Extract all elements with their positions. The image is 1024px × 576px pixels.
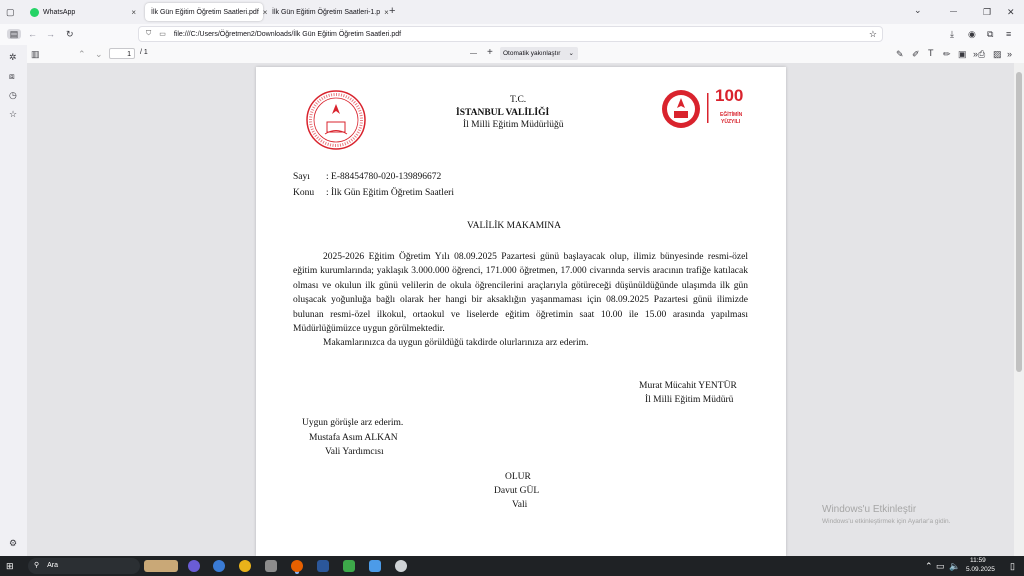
signer3-name: Davut GÜL xyxy=(494,486,540,496)
doc-org1: İSTANBUL VALİLİĞİ xyxy=(456,108,550,118)
account-icon[interactable]: ◉ xyxy=(968,29,976,39)
synced-tabs-icon[interactable]: ⧈ xyxy=(9,71,15,81)
tab-list-dropdown-icon[interactable]: ⌄ xyxy=(914,5,922,15)
minimize-button[interactable]: — xyxy=(950,8,957,15)
text-icon[interactable]: ✐ xyxy=(912,49,920,59)
zoom-in-button[interactable]: + xyxy=(487,47,493,58)
close-window-button[interactable]: ✕ xyxy=(1007,7,1015,17)
sayi-label: Sayı xyxy=(293,172,310,182)
url-bar[interactable] xyxy=(138,26,883,42)
firefox-view-icon[interactable]: ▢ xyxy=(6,7,15,17)
forward-icon[interactable]: → xyxy=(46,29,55,39)
pdf-menu-icon[interactable]: » xyxy=(1007,49,1013,59)
next-page-icon[interactable]: ⌄ xyxy=(95,49,103,59)
taskbar-search[interactable] xyxy=(28,558,140,574)
zoom-out-button[interactable]: — xyxy=(470,50,477,57)
olur: OLUR xyxy=(505,472,531,482)
signer2-name: Mustafa Asım ALKAN xyxy=(309,433,398,443)
previous-page-icon[interactable]: ⌃ xyxy=(78,49,86,59)
tab-strip xyxy=(0,0,1024,24)
draw-icon[interactable]: ✏ xyxy=(943,49,951,59)
doc-tc: T.C. xyxy=(510,95,527,105)
tray-chevron-icon[interactable]: ⌃ xyxy=(925,561,933,571)
approval-note: Uygun görüşle arz ederim. xyxy=(302,418,404,428)
app-icon-2[interactable] xyxy=(369,560,381,572)
zoom-select-value: Otomatik yakınlaştır xyxy=(503,50,561,57)
tab-whatsapp[interactable]: WhatsApp × xyxy=(24,3,142,21)
reload-icon[interactable]: ↻ xyxy=(66,29,74,39)
pdf-toolbar xyxy=(27,45,1024,64)
taskbar-date[interactable]: 5.09.2025 xyxy=(966,566,995,573)
close-icon[interactable]: × xyxy=(131,7,136,17)
save-icon[interactable]: ▨ xyxy=(993,49,1002,59)
highlight-icon[interactable]: ✎ xyxy=(896,49,904,59)
back-icon[interactable]: ← xyxy=(28,29,37,39)
logo-number: 100 xyxy=(715,86,744,105)
app-icon-3[interactable] xyxy=(395,560,407,572)
volume-icon[interactable]: 🔈 xyxy=(949,561,961,571)
browser-sidebar xyxy=(0,45,28,556)
doc-org2: İl Milli Eğitim Müdürlüğü xyxy=(463,120,564,130)
firefox-icon[interactable] xyxy=(291,560,303,572)
copilot-icon[interactable] xyxy=(188,560,200,572)
whatsapp-icon xyxy=(30,8,39,17)
task-view-icon[interactable] xyxy=(213,560,225,572)
search-label: Ara xyxy=(47,562,58,569)
widgets-icon[interactable] xyxy=(144,560,178,572)
file-explorer-icon[interactable] xyxy=(265,560,277,572)
page-total: / 1 xyxy=(140,49,148,56)
new-tab-button[interactable]: + xyxy=(389,5,396,17)
more-tools-icon[interactable]: » xyxy=(973,49,979,59)
taskbar-time[interactable]: 11:59 xyxy=(970,557,986,564)
meb-logo-icon xyxy=(305,89,367,151)
menu-icon[interactable]: ≡ xyxy=(1006,29,1012,39)
chrome-icon[interactable] xyxy=(239,560,251,572)
add-text-icon[interactable]: T xyxy=(928,48,934,58)
addressee: VALİLİK MAKAMINA xyxy=(467,221,562,231)
activation-watermark-title: Windows'u Etkinleştir xyxy=(822,504,917,515)
pdf-sidebar-toggle-icon[interactable]: ▥ xyxy=(31,49,40,59)
shield-icon[interactable]: ⛉ xyxy=(146,30,152,37)
page-info-icon[interactable]: ▭ xyxy=(159,31,166,38)
egitimin-yuzyili-logo-icon xyxy=(660,88,712,130)
signer1-title: İl Milli Eğitim Müdürü xyxy=(645,395,734,405)
chevron-down-icon: ⌄ xyxy=(568,50,574,57)
downloads-icon[interactable]: ⤓ xyxy=(950,29,954,39)
pdf-page xyxy=(256,67,786,556)
ai-chat-icon[interactable]: ✲ xyxy=(9,52,17,62)
sidebar-toggle-icon[interactable]: ▤ xyxy=(7,29,21,39)
scrollbar-thumb[interactable] xyxy=(1016,72,1022,372)
extensions-icon[interactable]: ⧉ xyxy=(987,29,994,39)
logo-text-2: YÜZYILI xyxy=(721,119,741,125)
sayi-value: : E-88454780-020-139896672 xyxy=(326,172,442,182)
signer2-title: Vali Yardımcısı xyxy=(325,447,384,457)
sidebar-settings-icon[interactable]: ⚙ xyxy=(9,538,18,548)
notification-icon[interactable]: ▯ xyxy=(1010,561,1015,571)
bookmark-star-icon[interactable]: ☆ xyxy=(868,28,877,39)
zoom-select[interactable] xyxy=(500,47,578,60)
page-number-input[interactable]: 1 xyxy=(109,48,135,59)
konu-value: : İlk Gün Eğitim Öğretim Saatleri xyxy=(326,188,454,198)
bookmarks-icon[interactable]: ☆ xyxy=(9,109,18,119)
word-icon[interactable] xyxy=(317,560,329,572)
signer3-title: Vali xyxy=(512,500,528,510)
paragraph-2: Makamlarınızca da uygun görüldüğü takdirde olurlarınıza arz ederim. xyxy=(323,338,589,349)
tab-pdf-active[interactable]: İlk Gün Eğitim Öğretim Saatleri.pdf × xyxy=(145,3,263,21)
add-image-icon[interactable]: ▣ xyxy=(958,49,967,59)
url-text[interactable]: file:///C:/Users/Öğretmen2/Downloads/İlk Gün Eğitim Öğretim Saatleri.pdf xyxy=(173,30,402,38)
app-icon-1[interactable] xyxy=(343,560,355,572)
konu-label: Konu xyxy=(293,188,315,198)
network-icon[interactable]: ▭ xyxy=(936,561,945,571)
search-icon: ⚲ xyxy=(34,562,40,569)
activation-watermark-subtitle: Windows'u etkinleştirmek için Ayarlar'a gidin. xyxy=(822,518,951,525)
history-icon[interactable]: ◷ xyxy=(9,90,17,100)
document-body xyxy=(293,250,748,351)
signer1-name: Murat Mücahit YENTÜR xyxy=(639,381,737,391)
taskbar xyxy=(0,556,1024,576)
tab-pdf-2[interactable]: İlk Gün Eğitim Öğretim Saatleri-1.p × xyxy=(272,7,389,17)
restore-button[interactable]: ❐ xyxy=(983,7,992,17)
logo-text-1: EĞİTİMİN xyxy=(720,112,743,118)
close-icon[interactable]: × xyxy=(262,7,268,17)
paragraph-1: 2025-2026 Eğitim Öğretim Yılı 08.09.2025 Pazartesi günü başlayacak olup, ilimiz bünyesinde resmi-özel eğitim kurumlarında; yaklaşık 3.000.000 öğrenci, 171.000 öğretmen, 17.000 civarında servis aracının trafiğe katılacak olması ve okulun ilk günü velilerin de okula öğrencilerini araçlarıyla götüreceği düşünüldüğünde ulaşımda ilk gün oluşacak yoğunluğa bağlı olarak her hangi bir aksaklığın yaşanmaması için 08.09.2025 Pazartesi günü ilimizde bulunan resmi-özel ilkokul, ortaokul ve liselerde eğitim öğretimin saat 10.00 ile 15.00 arasında yapılması Müdürlüğümüzce uygun görülmektedir. xyxy=(293,252,748,335)
windows-start-icon[interactable]: ⊞ xyxy=(6,561,14,571)
print-icon[interactable]: ⎙ xyxy=(978,49,986,59)
close-icon[interactable]: × xyxy=(384,7,389,17)
